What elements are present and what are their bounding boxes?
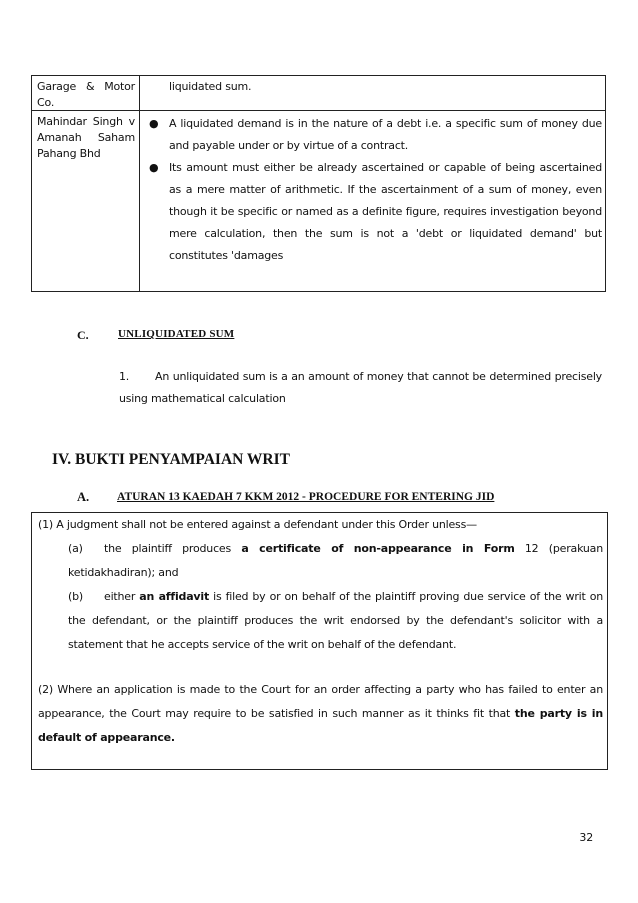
bullet-text: Its amount must either be already ascertained or capable of being ascertained as a mere matter of arithmetic. If the ascertainment of a sum of money, even though it be specific or named as a definite figure, requires investigation beyond mere calculation, then the sum is not a 'debt or liquidated demand' but constitutes 'damages	[169, 161, 602, 262]
bullet-icon: ●	[149, 117, 159, 130]
item-text: the plaintiff produces	[104, 542, 242, 555]
case-bullet-list	[147, 113, 602, 267]
item-tag: (b)	[68, 590, 83, 603]
rule-box	[31, 512, 608, 770]
list-item	[147, 157, 602, 267]
item-text: either	[104, 590, 140, 603]
item-number: 1.	[119, 370, 130, 383]
rule-item-b	[68, 585, 603, 657]
section-a-letter: A.	[77, 490, 90, 504]
item-tag: (a)	[68, 542, 83, 555]
rule-paragraph-1: (1) A judgment shall not be entered against a defendant under this Order unless—	[38, 518, 477, 531]
item-text: is filed by or on behalf of the plaintiff proving due service of the writ on the defendant, or the plaintiff produces the writ endorsed by the defendant's solicitor with a statement that he accepts service of the writ on behalf of the defendant.	[68, 590, 603, 651]
rule-item-a	[68, 537, 603, 585]
section-c-letter: C.	[77, 328, 89, 342]
section-a-title: ATURAN 13 KAEDAH 7 KKM 2012 - PROCEDURE FOR ENTERING JID	[117, 491, 495, 503]
case-table	[31, 75, 606, 292]
item-text: (2) Where an application is made to the Court for an order affecting a party who has failed to enter an appearance, the Court may require to be satisfied in such manner as it thinks fit that	[38, 683, 603, 720]
section-c-title: UNLIQUIDATED SUM	[118, 328, 235, 340]
case-name-cell: Garage & Motor Co.	[37, 80, 135, 109]
section-c-paragraph	[119, 366, 602, 410]
item-text: An unliquidated sum is a an amount of money that cannot be determined precisely using mathematical calculation	[119, 370, 602, 405]
section-iv-heading: IV. BUKTI PENYAMPAIAN WRIT	[52, 451, 290, 468]
bullet-text: A liquidated demand is in the nature of a debt i.e. a specific sum of money due and payable under or by virtue of a contract.	[169, 117, 602, 152]
table-column-divider	[139, 76, 140, 291]
item-bold-text: an affidavit	[139, 590, 210, 603]
rule-paragraph-2	[38, 678, 603, 750]
list-item	[147, 113, 602, 157]
case-name-cell: Mahindar Singh v Amanah Saham Pahang Bhd	[37, 115, 135, 160]
item-bold-text: a certificate of non-appearance in Form	[241, 542, 515, 555]
case-text-cell: liquidated sum.	[169, 80, 252, 93]
item-text: 12 (perakuan ketidakhadiran); and	[68, 542, 603, 579]
page-number: 32	[579, 831, 593, 844]
bullet-icon: ●	[149, 161, 159, 174]
item-bold-text: the party is in default of appearance.	[38, 707, 603, 744]
